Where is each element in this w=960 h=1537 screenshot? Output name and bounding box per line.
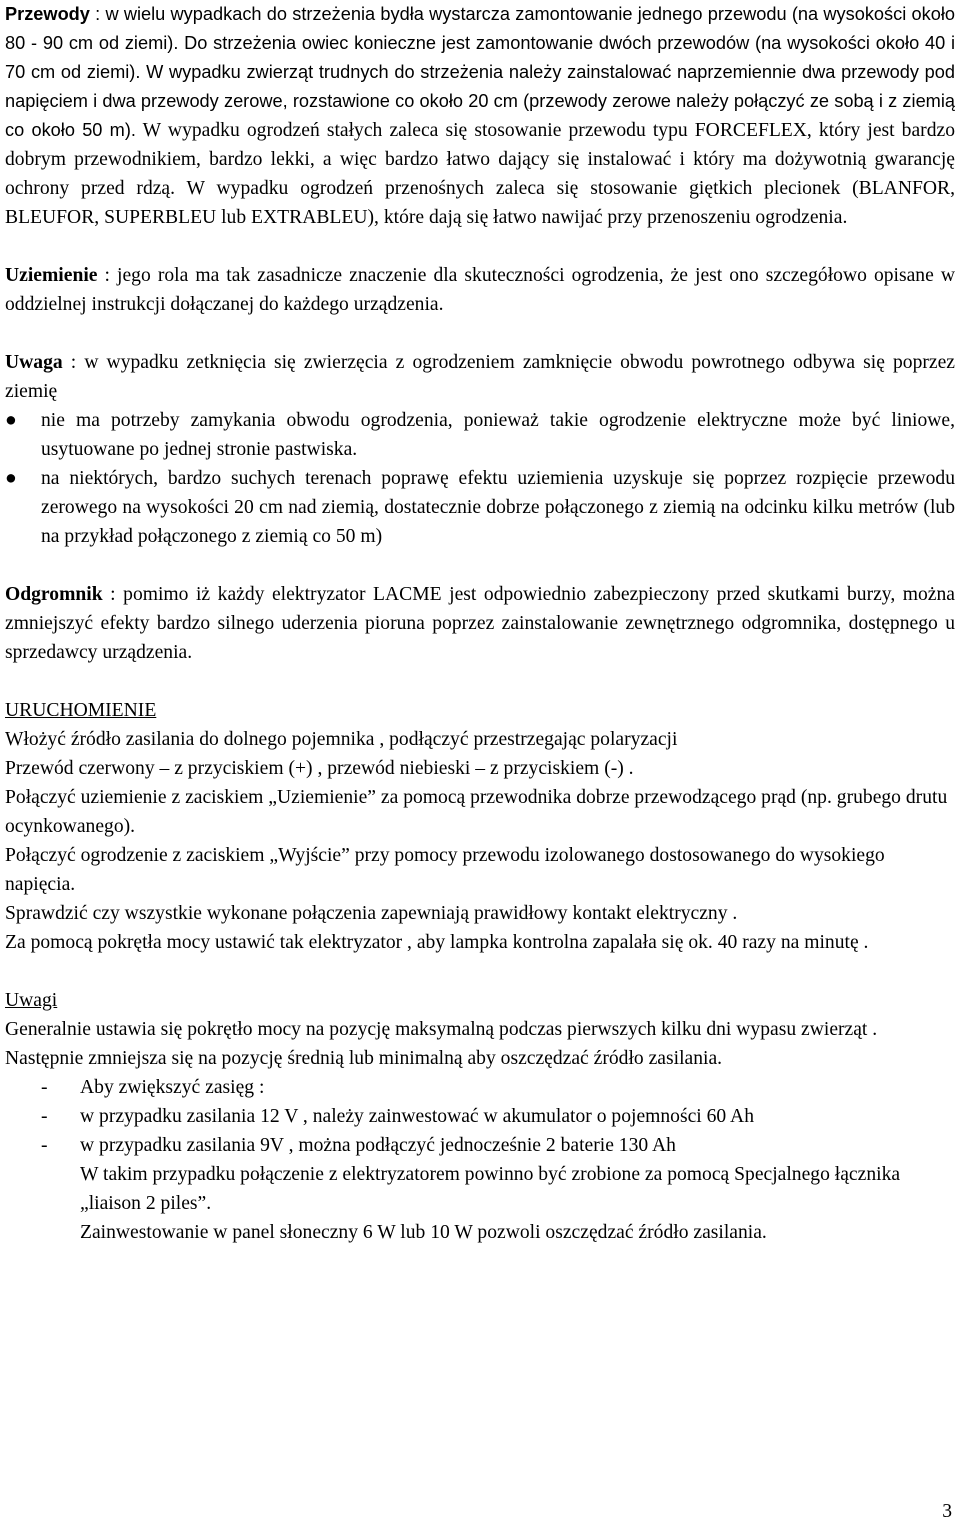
uziemienie-paragraph — [5, 261, 955, 319]
document-page — [5, 0, 955, 1247]
page-number: 3 — [942, 1501, 952, 1522]
list-item — [5, 1131, 955, 1160]
uruchomienie-heading: URUCHOMIENIE — [5, 700, 157, 721]
list-item — [5, 1102, 955, 1131]
list-item-text: w przypadku zasilania 9V , można podłączyć jednocześnie 2 baterie 130 Ah — [80, 1135, 676, 1156]
uwaga-text: : w wypadku zetknięcia się zwierzęcia z ogrodzeniem zamknięcie obwodu powrotnego odbywa się poprzez ziemię — [5, 352, 955, 402]
przewody-term: Przewody — [5, 4, 90, 24]
dash-marker: - — [41, 1135, 48, 1156]
list-continuation: Zainwestowanie w panel słoneczny 6 W lub 10 W pozwoli oszczędzać źródło zasilania. — [80, 1222, 767, 1243]
uruchomienie-line: Połączyć uziemienie z zaciskiem „Uziemienie” za pomocą przewodnika dobrze przewodzącego prąd (np. grubego drutu ocynkowanego). — [5, 787, 948, 837]
uruchomienie-line: Połączyć ogrodzenie z zaciskiem „Wyjście” przy pomocy przewodu izolowanego dostosowanego do wysokiego napięcia. — [5, 845, 885, 895]
list-item — [5, 464, 955, 551]
bullet-icon: ● — [5, 468, 17, 489]
uwaga-paragraph — [5, 348, 955, 406]
przewody-text-part2: W wypadku ogrodzeń stałych zaleca się stosowanie przewodu typu FORCEFLEX, który jest bardzo dobrym przewodnikiem, bardzo lekki, a więc bardzo łatwo dający się instalować i który ma dożywotnią gwarancję ochrony przed rdzą. W wypadku ogrodzeń przenośnych zaleca się stosowanie giętkich plecionek (BLANFOR, BLEUFOR, SUPERBLEU lub EXTRABLEU), które dają się łatwo nawijać przy przenoszeniu ogrodzenia. — [5, 120, 955, 228]
przewody-text-part1: : w wielu wypadkach do strzeżenia bydła wystarcza zamontowanie jednego przewodu (na wysokości około 80 - 90 cm od ziemi). Do strzeżenia owiec konieczne jest zamontowanie dwóch przewodów (na wysokości około 40 i 70 cm od ziemi). W wypadku zwierząt trudnych do strzeżenia należy zainstalować naprzemiennie dwa przewody pod napięciem i dwa przewody zerowe, rozstawione co około 20 cm (przewody zerowe należy połączyć ze sobą i z ziemią co około 50 m). — [5, 4, 955, 140]
dash-marker: - — [41, 1106, 48, 1127]
list-item — [5, 1073, 955, 1102]
uwagi-dash-list — [5, 1073, 955, 1247]
uziemienie-term: Uziemienie — [5, 265, 98, 286]
uruchomienie-line: Włożyć źródło zasilania do dolnego pojemnika , podłączyć przestrzegając polaryzacji — [5, 729, 678, 750]
bullet-text: na niektórych, bardzo suchych terenach poprawę efektu uziemienia uzyskuje się poprzez rozpięcie przewodu zerowego na wysokości 20 cm nad ziemią, dostatecznie dobrze połączonego z ziemią na odcinku kilku metrów (lub na przykład połączonego z ziemią co 50 m) — [41, 468, 955, 547]
list-item-text: Aby zwiększyć zasięg : — [80, 1077, 265, 1098]
uwaga-bullet-list — [5, 406, 955, 551]
uruchomienie-line: Za pomocą pokrętła mocy ustawić tak elektryzator , aby lampka kontrolna zapalała się ok. 40 razy na minutę . — [5, 932, 869, 953]
odgromnik-term: Odgromnik — [5, 584, 103, 605]
odgromnik-text: : pomimo iż każdy elektryzator LACME jest odpowiednio zabezpieczony przed skutkami burzy, można zmniejszyć efekty bardzo silnego uderzenia pioruna poprzez zainstalowanie zewnętrznego odgromnika, dostępnego u sprzedawcy urządzenia. — [5, 584, 955, 663]
uruchomienie-line: Sprawdzić czy wszystkie wykonane połączenia zapewniają prawidłowy kontakt elektryczny . — [5, 903, 738, 924]
bullet-icon: ● — [5, 410, 17, 431]
uwaga-term: Uwaga — [5, 352, 63, 373]
uziemienie-text: : jego rola ma tak zasadnicze znaczenie dla skuteczności ogrodzenia, że jest ono szczegółowo opisane w oddzielnej instrukcji dołączanej do każdego urządzenia. — [5, 265, 955, 315]
dash-marker: - — [41, 1077, 48, 1098]
list-item-text: w przypadku zasilania 12 V , należy zainwestować w akumulator o pojemności 60 Ah — [80, 1106, 754, 1127]
list-continuation: W takim przypadku połączenie z elektryzatorem powinno być zrobione za pomocą Specjalnego łącznika „liaison 2 piles”. — [80, 1164, 901, 1214]
przewody-paragraph — [5, 0, 955, 232]
uruchomienie-line: Przewód czerwony – z przyciskiem (+) , przewód niebieski – z przyciskiem (-) . — [5, 758, 634, 779]
uwagi-heading: Uwagi — [5, 990, 58, 1011]
list-item — [5, 406, 955, 464]
bullet-text: nie ma potrzeby zamykania obwodu ogrodzenia, ponieważ takie ogrodzenie elektryczne może być liniowe, usytuowane po jednej stronie pastwiska. — [41, 410, 955, 460]
odgromnik-paragraph — [5, 580, 955, 667]
uwagi-intro: Generalnie ustawia się pokrętło mocy na pozycję maksymalną podczas pierwszych kilku dni wypasu zwierząt . Następnie zmniejsza się na pozycję średnią lub minimalną aby oszczędzać źródło zasilania. — [5, 1019, 878, 1069]
